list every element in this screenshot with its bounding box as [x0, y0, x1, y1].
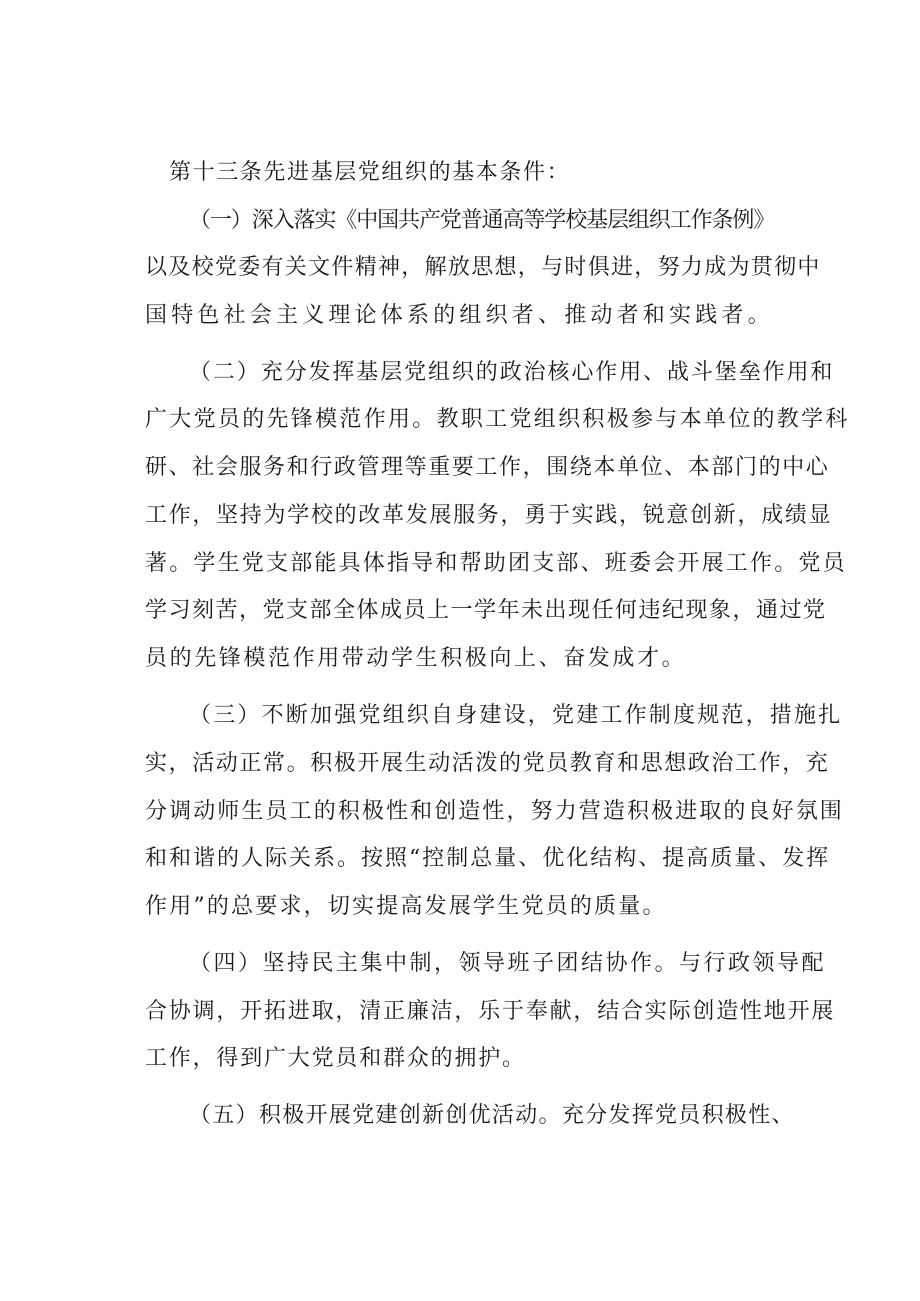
paragraph-4-line-3: 工作，得到广大党员和群众的拥护。: [145, 1046, 526, 1071]
paragraph-1-line-2: 以及校党委有关文件精神，解放思想，与时俱进，努力成为贯彻中: [145, 255, 821, 280]
article-heading: 第十三条先进基层党组织的基本条件：: [169, 160, 571, 185]
paragraph-4-line-2: 合协调，开拓进取，清正廉洁，乐于奉献，结合实际创造性地开展: [145, 999, 836, 1024]
paragraph-2-line-3: 研、社会服务和行政管理等重要工作，围绕本单位、本部门的中心: [145, 455, 830, 480]
paragraph-2-line-1: （二）充分发挥基层党组织的政治核心作用、战斗堡垒作用和: [189, 360, 835, 385]
paragraph-1-line-1: （一）深入落实《中国共产党普通高等学校基层组织工作条例》: [189, 208, 775, 233]
paragraph-2-line-2: 广大党员的先锋模范作用。教职工党组织积极参与本单位的教学科: [145, 407, 850, 432]
paragraph-2-line-7: 员的先锋模范作用带动学生积极向上、奋发成才。: [145, 646, 687, 671]
paragraph-2-line-4: 工作，坚持为学校的改革发展服务，勇于实践，锐意创新，成绩显: [145, 503, 833, 528]
paragraph-1-line-3: 国特色社会主义理论体系的组织者、推动者和实践者。: [145, 303, 774, 328]
paragraph-3-line-2: 实，活动正常。积极开展生动活泼的党员教育和思想政治工作，充: [145, 751, 830, 776]
paragraph-2-line-6: 学习刻苦，党支部全体成员上一学年未出现任何违纪现象，通过党: [145, 598, 827, 623]
paragraph-5-line-1: （五）积极开展党建创新创优活动。充分发挥党员积极性、: [189, 1103, 795, 1128]
paragraph-2-line-5: 著。学生党支部能具体指导和帮助团支部、班委会开展工作。党员: [145, 551, 847, 576]
paragraph-4-line-1: （四）坚持民主集中制，领导班子团结协作。与行政领导配: [189, 951, 827, 976]
paragraph-3-line-1: （三）不断加强党组织自身建设，党建工作制度规范，措施扎: [189, 703, 843, 728]
paragraph-3-line-5: 作用”的总要求，切实提高发展学生党员的质量。: [145, 894, 667, 919]
paragraph-3-line-4: 和和谐的人际关系。按照“控制总量、优化结构、提高质量、发挥: [145, 846, 831, 871]
paragraph-3-line-3: 分调动师生员工的积极性和创造性，努力营造积极进取的良好氛围: [145, 799, 844, 824]
